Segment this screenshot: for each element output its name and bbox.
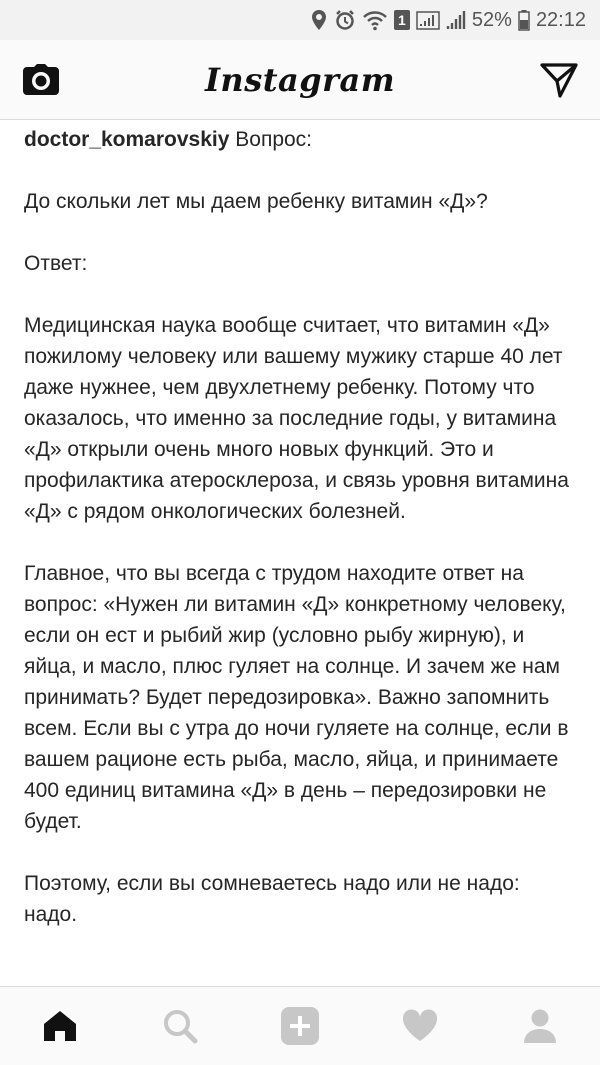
battery-percent: 52% xyxy=(471,8,512,31)
battery-icon xyxy=(518,9,530,31)
alarm-icon xyxy=(334,9,356,31)
bottom-nav xyxy=(0,986,600,1065)
signal-icon-2 xyxy=(446,9,466,31)
post-caption xyxy=(0,120,600,986)
caption-paragraph-answer-label: Ответ: xyxy=(24,252,88,275)
signal-icon-1 xyxy=(416,9,440,31)
search-icon[interactable] xyxy=(150,996,210,1056)
caption-lead: Вопрос: xyxy=(229,128,313,151)
instagram-logo: Instagram xyxy=(204,60,396,99)
caption-paragraph-3: Поэтому, если вы сомневаетесь надо или не надо: надо. xyxy=(24,872,520,926)
caption-paragraph-question: До скольки лет мы даем ребенку витамин «Д»? xyxy=(24,190,488,213)
activity-heart-icon[interactable] xyxy=(390,996,450,1056)
clock: 22:12 xyxy=(535,8,586,31)
caption-paragraph-2: Главное, что вы всегда с трудом находите ответ на вопрос: «Нужен ли витамин «Д» конкретному человеку, если он ест и рыбий жир (условно рыбу жирную), и яйца, и масло, плюс гуляет на солнце. И зачем же нам принимать? Будет передозировка». Важно запомнить всем. Если вы с утра до ночи гуляете на солнце, если в вашем рационе есть рыба, масло, яйца, и принимаете 400 единиц витамина «Д» в день – передозировки не будет. xyxy=(24,562,569,833)
direct-message-icon[interactable] xyxy=(538,59,580,101)
wifi-icon xyxy=(362,9,388,31)
home-icon[interactable] xyxy=(30,996,90,1056)
location-icon xyxy=(310,9,328,31)
camera-icon[interactable] xyxy=(20,59,62,101)
profile-icon[interactable] xyxy=(510,996,570,1056)
caption-paragraph-1: Медицинская наука вообще считает, что витамин «Д» пожилому человеку или вашему мужику старше 40 лет даже нужнее, чем двухлетнему ребенку. Потому что оказалось, что именно за последние годы, у витамина «Д» открыли очень много новых функций. Это и профилактика атеросклероза, и связь уровня витамина «Д» с рядом онкологических болезней. xyxy=(24,314,569,523)
add-post-icon[interactable] xyxy=(270,996,330,1056)
caption-first-line xyxy=(24,124,576,155)
username-link[interactable]: doctor_komarovskiy xyxy=(24,128,230,151)
sim-badge: 1 xyxy=(394,10,410,30)
status-bar xyxy=(0,0,600,40)
app-header xyxy=(0,40,600,120)
